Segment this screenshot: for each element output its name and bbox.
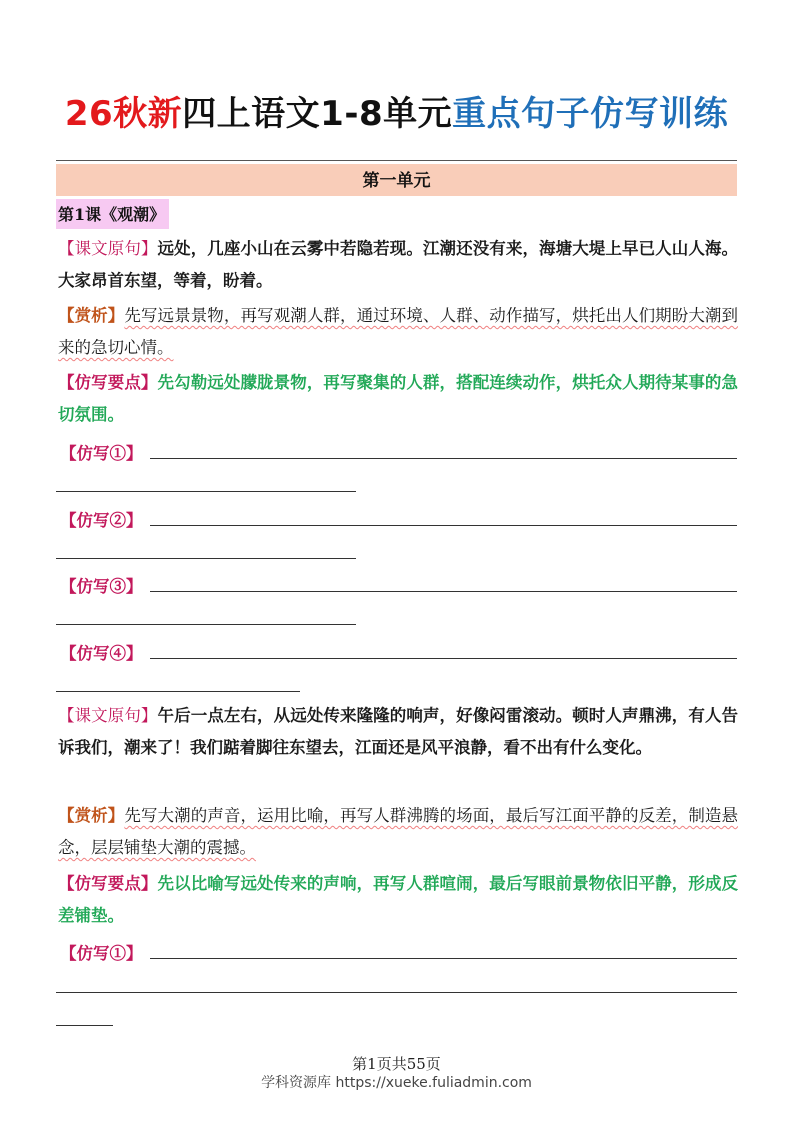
page-title [0, 86, 793, 135]
answer-line[interactable] [56, 691, 300, 692]
keypoint-tag: 【仿写要点】 [58, 373, 158, 392]
title-part-2: 四上语文1-8单元 [182, 94, 453, 134]
exercise-label: 【仿写④】 [60, 644, 143, 663]
original-sentence-1 [58, 233, 738, 297]
answer-line[interactable] [150, 591, 737, 592]
exercise-label: 【仿写②】 [60, 511, 143, 530]
page-number: 第1页共55页 [352, 1055, 441, 1073]
footer-site: 学科资源库 https://xueke.fuliadmin.com [261, 1075, 532, 1091]
analysis-tag: 【赏析】 [58, 306, 125, 325]
exercise-label: 【仿写①】 [60, 444, 143, 463]
analysis-text: 先写大潮的声音，运用比喻，再写人群沸腾的场面，最后写江面平静的反差，制造悬念，层层铺垫大潮的震撼。 [58, 806, 739, 857]
analysis-1 [58, 300, 738, 364]
header-divider [56, 160, 737, 161]
unit-heading: 第一单元 [56, 164, 737, 196]
answer-line[interactable] [150, 658, 737, 659]
exercise-label: 【仿写③】 [60, 577, 143, 596]
keypoint-tag: 【仿写要点】 [58, 874, 158, 893]
answer-line[interactable] [150, 525, 737, 526]
answer-line[interactable] [56, 992, 737, 993]
keypoint-1 [58, 367, 738, 431]
answer-line[interactable] [56, 491, 356, 492]
exercise-label: 【仿写①】 [60, 944, 143, 963]
keypoint-text: 先以比喻写远处传来的声响，再写人群喧闹，最后写眼前景物依旧平静，形成反差铺垫。 [58, 874, 739, 925]
answer-line[interactable] [56, 624, 356, 625]
answer-line[interactable] [150, 458, 737, 459]
original-tag: 【课文原句】 [58, 239, 158, 258]
analysis-text: 先写远景景物，再写观潮人群，通过环境、人群、动作描写，烘托出人们期盼大潮到来的急切心情。 [58, 306, 739, 357]
analysis-2 [58, 800, 738, 864]
answer-line[interactable] [56, 558, 356, 559]
title-part-3: 重点句子仿写训练 [452, 94, 729, 134]
title-part-1: 26秋新 [64, 94, 183, 134]
analysis-tag: 【赏析】 [58, 806, 125, 825]
keypoint-2 [58, 868, 738, 932]
original-tag: 【课文原句】 [58, 706, 158, 725]
original-text: 午后一点左右，从远处传来隆隆的响声，好像闷雷滚动。顿时人声鼎沸，有人告诉我们，潮来了！我们踮着脚往东望去，江面还是风平浪静，看不出有什么变化。 [58, 706, 739, 757]
original-sentence-2 [58, 700, 738, 764]
answer-line[interactable] [56, 1025, 113, 1026]
answer-line[interactable] [150, 958, 737, 959]
keypoint-text: 先勾勒远处朦胧景物，再写聚集的人群，搭配连续动作，烘托众人期待某事的急切氛围。 [58, 373, 739, 424]
lesson-heading: 第1课《观潮》 [56, 199, 169, 229]
original-text: 远处，几座小山在云雾中若隐若现。江潮还没有来，海塘大堤上早已人山人海。大家昂首东望，等着，盼着。 [58, 239, 739, 290]
